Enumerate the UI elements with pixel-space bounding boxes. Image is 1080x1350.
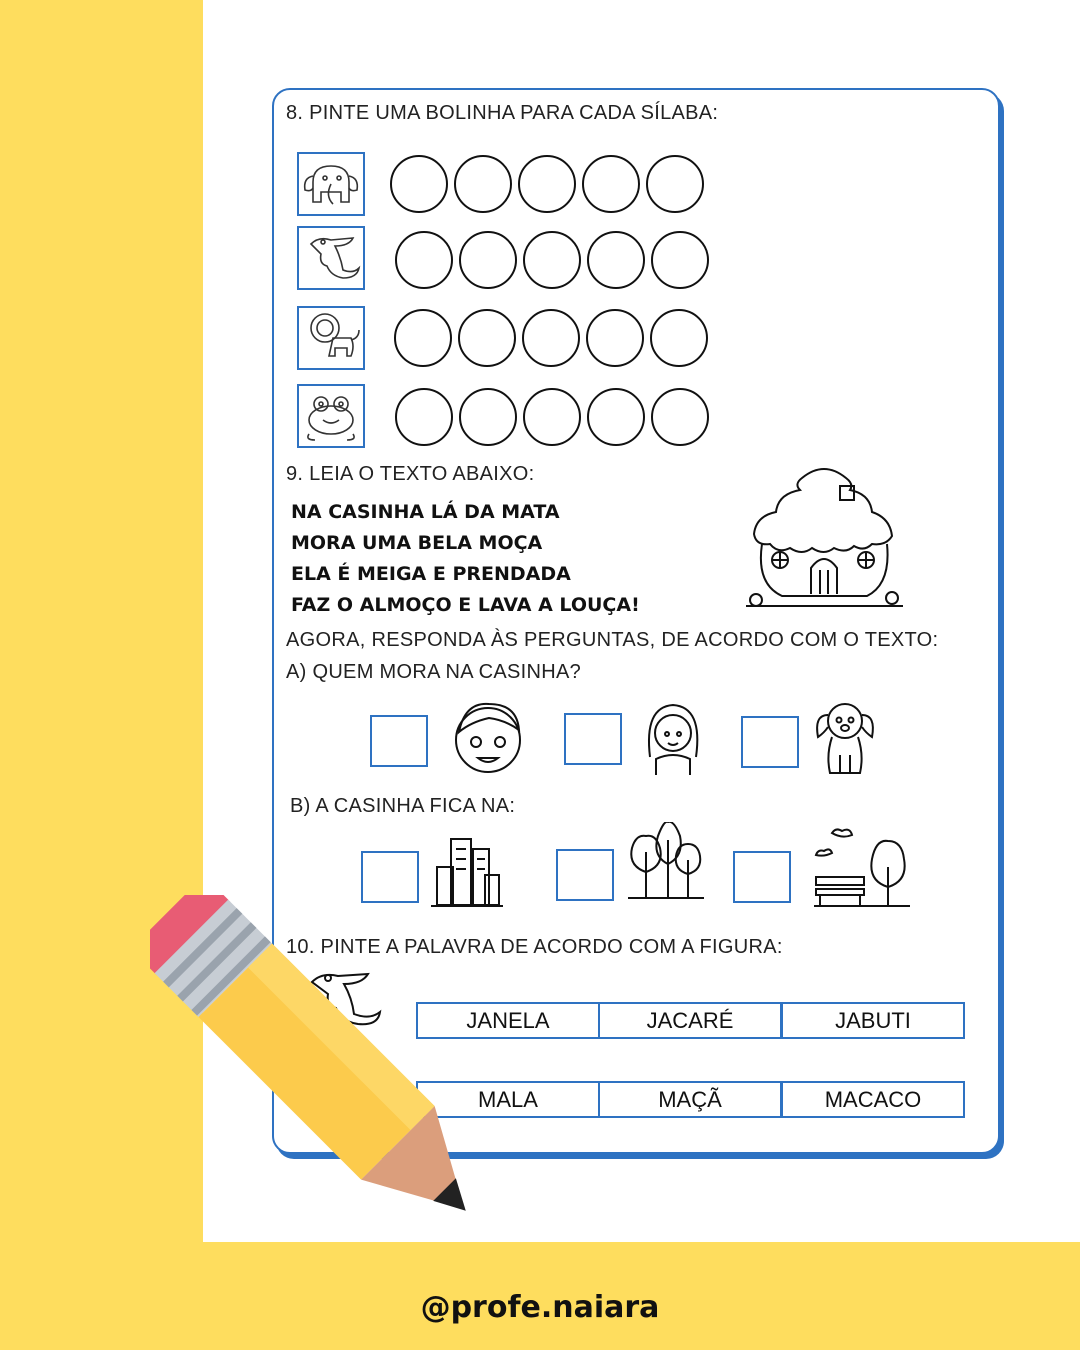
question-8-title: 8. PINTE UMA BOLINHA PARA CADA SÍLABA:: [286, 102, 719, 124]
mushroom-house-icon: [742, 460, 907, 612]
syllable-circle[interactable]: [523, 231, 581, 289]
puppy-icon: [810, 695, 880, 777]
boy-icon: [447, 698, 529, 778]
syllable-circle[interactable]: [459, 231, 517, 289]
footer-handle: @profe.naiara: [420, 1290, 660, 1325]
word-option-maca[interactable]: MAÇÃ: [598, 1081, 782, 1118]
answer-box-forest[interactable]: [556, 849, 614, 901]
syllable-circle[interactable]: [518, 155, 576, 213]
question-a-text: A) QUEM MORA NA CASINHA?: [286, 661, 582, 683]
answer-box-puppy[interactable]: [741, 716, 799, 768]
word-option-jabuti[interactable]: JABUTI: [781, 1002, 965, 1039]
syllable-circle[interactable]: [390, 155, 448, 213]
pencil-icon: [150, 895, 510, 1255]
syllable-circle[interactable]: [650, 309, 708, 367]
syllable-circle[interactable]: [523, 388, 581, 446]
poem-line: FAZ O ALMOÇO E LAVA A LOUÇA!: [291, 594, 640, 616]
question-b-text: B) A CASINHA FICA NA:: [290, 795, 516, 817]
syllable-circle[interactable]: [582, 155, 640, 213]
syllable-circle[interactable]: [522, 309, 580, 367]
syllable-circle[interactable]: [394, 309, 452, 367]
word-option-jacare[interactable]: JACARÉ: [598, 1002, 782, 1039]
frog-icon: [297, 384, 365, 448]
elephant-icon: [297, 152, 365, 216]
syllable-circle[interactable]: [646, 155, 704, 213]
poem-line: MORA UMA BELA MOÇA: [291, 532, 543, 554]
poem-line: NA CASINHA LÁ DA MATA: [291, 501, 560, 523]
syllable-circle[interactable]: [395, 231, 453, 289]
answer-box-park[interactable]: [733, 851, 791, 903]
word-option-mala[interactable]: MALA: [416, 1081, 600, 1118]
park-icon: [812, 827, 914, 909]
answer-box-boy[interactable]: [370, 715, 428, 767]
syllable-circle[interactable]: [459, 388, 517, 446]
word-option-janela[interactable]: JANELA: [416, 1002, 600, 1039]
lion-icon: [297, 306, 365, 370]
question-10-title: 10. PINTE A PALAVRA DE ACORDO COM A FIGURA:: [286, 936, 783, 958]
girl-icon: [638, 697, 708, 777]
syllable-circle[interactable]: [651, 388, 709, 446]
syllable-circle[interactable]: [587, 388, 645, 446]
syllable-circle[interactable]: [395, 388, 453, 446]
syllable-circle[interactable]: [651, 231, 709, 289]
poem-line: ELA É MEIGA E PRENDADA: [291, 563, 571, 585]
forest-icon: [626, 822, 706, 900]
instruction-text: AGORA, RESPONDA ÀS PERGUNTAS, DE ACORDO COM O TEXTO:: [286, 629, 939, 651]
answer-box-girl[interactable]: [564, 713, 622, 765]
poem-text: [291, 497, 640, 621]
syllable-circle[interactable]: [587, 231, 645, 289]
syllable-circle[interactable]: [586, 309, 644, 367]
syllable-circle[interactable]: [458, 309, 516, 367]
alligator-icon: [297, 226, 365, 290]
syllable-circle[interactable]: [454, 155, 512, 213]
word-option-macaco[interactable]: MACACO: [781, 1081, 965, 1118]
question-9-title: 9. LEIA O TEXTO ABAIXO:: [286, 463, 535, 485]
